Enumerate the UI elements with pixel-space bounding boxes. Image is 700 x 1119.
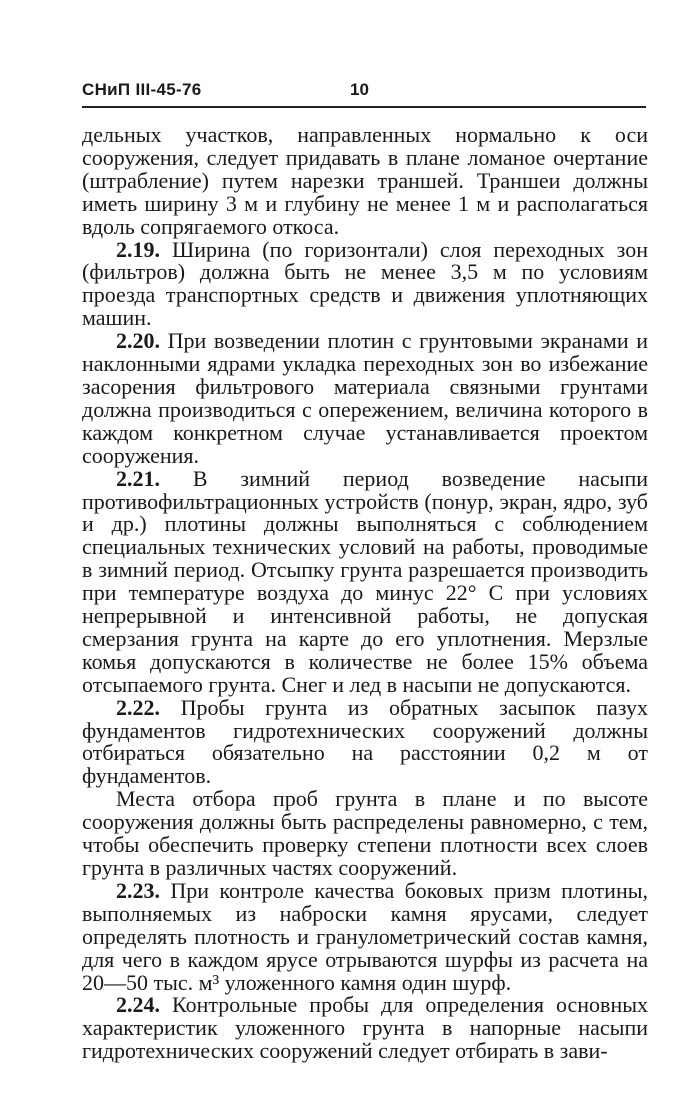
paragraph-2-22 (82, 694, 648, 789)
page-header (82, 80, 646, 104)
paragraph-continuation (82, 124, 648, 239)
paragraph-text: При возведении плотин с грунтовыми экранами и наклонными ядрами укладка переходных зон во избежание засорения фильтрового материала связными грунтами должна производиться с опережением, величина которого в каждом конкретном случае устанавливается проектом сооружения. (82, 328, 649, 468)
paragraph-text: Ширина (по горизонтали) слоя переходных зон (фильтров) должна быть не менее 3,5 м по условиям проезда транспортных средств и движения уплотняющих машин. (82, 236, 649, 331)
paragraph-number: 2.22. (116, 694, 160, 720)
paragraph-text: В зимний период возведение насыпи противофильтрационных устройств (понур, экран, ядро, зуб и др.) плотины должны выполняться с соблюдением специальных технических условий на работы, проводимые в зимний период. Отсыпку грунта разрешается производить при температуре воздуха до минус 22° С при условиях непрерывной и интенсивной работы, не допуская смерзания грунта на карте до его уплотнения. Мерзлые комья допускаются в количестве не более 15% объема отсыпаемого грунта. Снег и лед в насыпи не допускаются. (82, 465, 649, 697)
body-text (82, 124, 648, 1063)
paragraph-text: Контрольные пробы для определения основных характеристик уложенного грунта в напорные насыпи гидротехнических сооружений следует отбирать в зави- (82, 992, 648, 1064)
paragraph-2-22-cont (82, 788, 648, 880)
header-rule (82, 106, 646, 108)
paragraph-2-21 (82, 465, 649, 697)
document-code: СНиП III-45-76 (82, 80, 202, 99)
paragraph-2-23 (82, 877, 649, 995)
paragraph-number: 2.24. (116, 992, 160, 1018)
paragraph-text: Места отбора проб грунта в плане и по высоте сооружения должны быть распределены равномерно, с тем, чтобы обеспечить проверку степени плотности всех слоев грунта в различных частях сооружений. (82, 786, 648, 880)
paragraph-number: 2.23. (116, 877, 160, 903)
paragraph-2-24 (82, 994, 648, 1063)
paragraph-text: дельных участков, направленных нормально к оси сооружения, следует придавать в плане ломаное очертание (штрабление) путем нарезки траншей. Траншеи должны иметь ширину 3 м и глубину не менее 1 м и располагаться вдоль сопрягаемого откоса. (82, 122, 648, 239)
page-number: 10 (350, 80, 369, 99)
paragraph-number: 2.20. (116, 328, 160, 354)
paragraph-number: 2.19. (116, 236, 160, 262)
paragraph-text: При контроле качества боковых призм плотины, выполняемых из наброски камня ярусами, следует определять плотность и гранулометрический состав камня, для чего в каждом ярусе отрываются шурфы из расчета на 20—50 тыс. м³ уложенного камня один шурф. (82, 877, 649, 995)
paragraph-2-20 (82, 330, 648, 467)
paragraph-2-19 (82, 236, 649, 331)
paragraph-text: Пробы грунта из обратных засыпок пазух фундаментов гидротехнических сооружений должны отбираться обязательно на расстоянии 0,2 м от фундаментов. (82, 694, 648, 789)
paragraph-number: 2.21. (116, 465, 160, 491)
